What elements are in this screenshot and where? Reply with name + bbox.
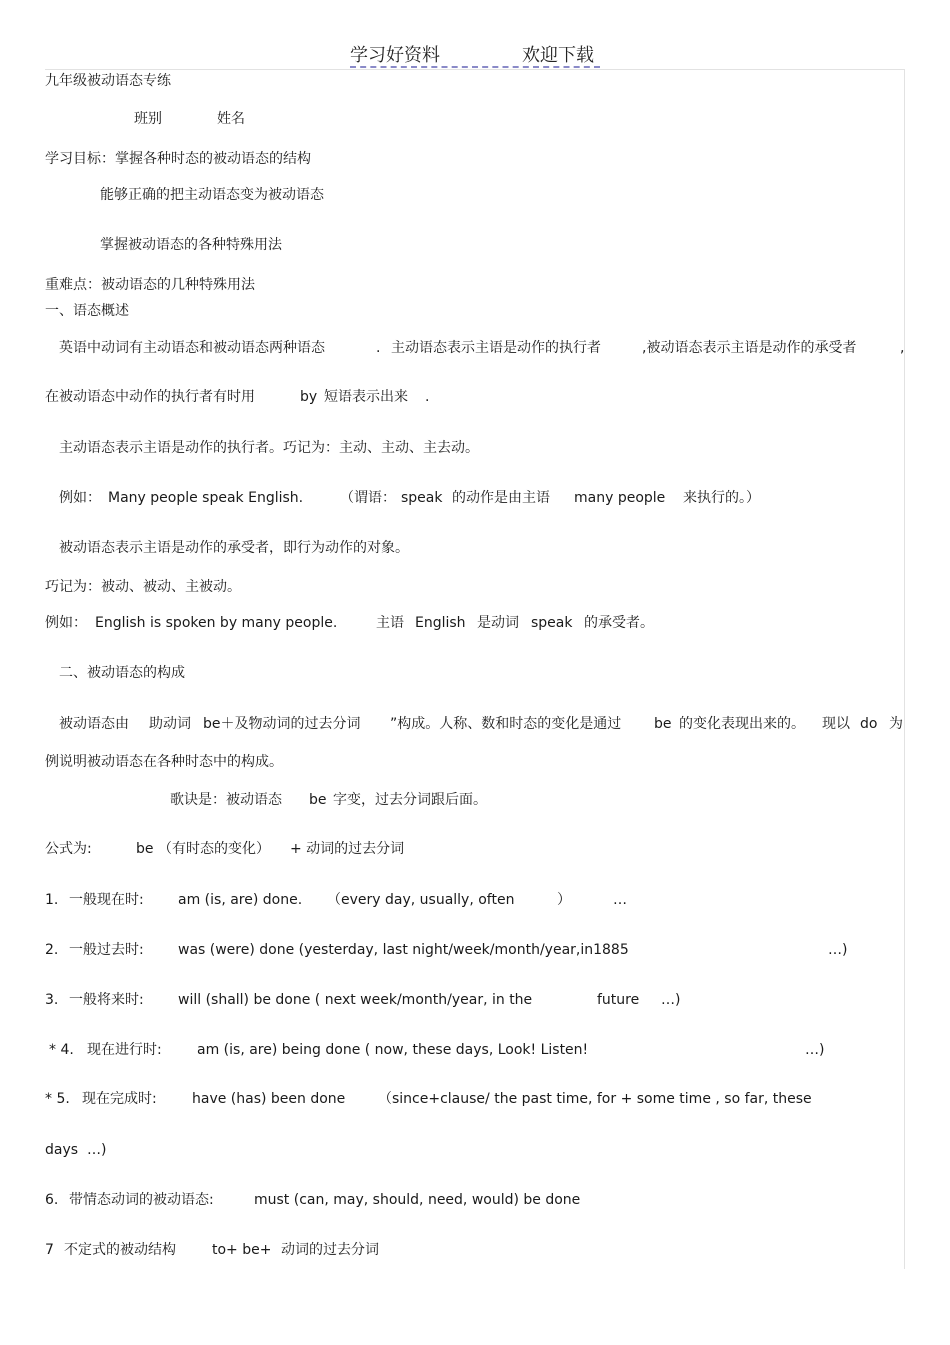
ex1-e: 的动作是由主语 (452, 490, 550, 506)
item-form: was (were) done (yesterday, last night/week/month/year,in1885 (178, 942, 629, 958)
header-right-text: 欢迎下载 (522, 45, 594, 66)
difficulty-line: 重难点：被动语态的几种特殊用法 (45, 277, 255, 293)
tense-item (0, 1241, 900, 1331)
formula-b: be （有时态的变化） (136, 841, 270, 857)
paragraph-4: 例说明被动语态在各种时态中的构成。 (45, 754, 283, 770)
ex1-g: 来执行的。） (683, 490, 760, 506)
paragraph-2 (0, 388, 900, 478)
item-number: * 4. (49, 1042, 74, 1058)
tense-item (0, 1090, 900, 1180)
p3-i: 为 (889, 716, 903, 732)
ex2-g: 的承受者。 (584, 615, 654, 631)
item-form: am (is, are) done. (178, 892, 303, 908)
formula-c: + 动词的过去分词 (290, 841, 405, 857)
p1-text-b: . (376, 340, 381, 356)
ex2-c: 主语 (376, 615, 404, 631)
rhyme-c: 字变，过去分词跟后面。 (333, 792, 487, 808)
p2-text-d: . (425, 389, 430, 405)
learning-goal: 学习目标：掌握各种时态的被动语态的结构 (45, 151, 311, 167)
item-label: 一般现在时: (69, 892, 144, 908)
p3-d: ”构成。人称、数和时态的变化是通过 (390, 716, 622, 732)
item-number: 3. (45, 992, 59, 1008)
section-2-title: 二、被动语态的构成 (59, 665, 185, 681)
item-form: to+ be+ (212, 1242, 272, 1258)
p3-e: be (654, 716, 672, 732)
item-form: have (has) been done (192, 1091, 346, 1107)
item-number: 6. (45, 1192, 59, 1208)
header-left-text: 学习好资料 (350, 45, 440, 66)
learning-goal-3: 掌握被动语态的各种特殊用法 (100, 237, 282, 253)
passive-voice-definition: 被动语态表示主语是动作的承受者，即行为动作的对象。 (59, 540, 409, 556)
item-tail: …) (828, 942, 848, 958)
formula-a: 公式为: (45, 841, 92, 857)
item-extra: future (597, 992, 640, 1008)
item-note: （since+clause/ the past time, for + some time , so far, these (378, 1091, 812, 1107)
item-extra: 动词的过去分词 (281, 1242, 379, 1258)
item-form: am (is, are) being done ( now, these days, Look! Listen! (197, 1042, 589, 1058)
right-border-line (904, 69, 905, 1269)
p1-text-c: 主动语态表示主语是动作的执行者 (391, 340, 601, 356)
ex2-a: 例如： (45, 615, 87, 631)
p2-text-a: 在被动语态中动作的执行者有时用 (45, 389, 255, 405)
item-label: 一般过去时: (69, 942, 144, 958)
p3-g: 现以 (822, 716, 850, 732)
item-form: will (shall) be done ( next week/month/year, in the (178, 992, 533, 1008)
name-label: 姓名 (217, 111, 245, 127)
example-1 (0, 489, 900, 633)
rhyme-a: 歌诀是：被动语态 (170, 792, 282, 808)
item-label: 一般将来时: (69, 992, 144, 1008)
rhyme-b: be (309, 792, 327, 808)
p3-f: 的变化表现出来的。 (679, 716, 805, 732)
item-label: 不定式的被动结构 (64, 1242, 176, 1258)
ex2-d: English (415, 615, 466, 631)
ex2-f: speak (531, 615, 573, 631)
p1-text-a: 英语中动词有主动语态和被动语态两种语态 (59, 340, 325, 356)
item-note: （every day, usually, often (327, 892, 515, 908)
doc-title: 九年级被动语态专练 (45, 73, 171, 89)
ex1-b: Many people speak English. (108, 490, 304, 506)
item-number: 7 (45, 1242, 54, 1258)
p3-a: 被动语态由 (59, 716, 129, 732)
item-number: 1. (45, 892, 59, 908)
p3-c: be＋及物动词的过去分词 (203, 716, 361, 732)
passive-voice-tip: 巧记为：被动、被动、主被动。 (45, 579, 241, 595)
tense-item-continued: days …) (45, 1142, 107, 1158)
ex1-f: many people (574, 490, 666, 506)
item-tail: …) (805, 1042, 825, 1058)
p3-h: do (860, 716, 878, 732)
item-tail: … (613, 892, 627, 908)
section-1-title: 一、语态概述 (45, 303, 129, 319)
item-label: 现在进行时: (87, 1042, 162, 1058)
learning-goal-2: 能够正确的把主动语态变为被动语态 (100, 187, 324, 203)
page-header (350, 40, 600, 68)
p2-text-c: 短语表示出来 (324, 389, 408, 405)
item-label: 现在完成时: (82, 1091, 157, 1107)
ex1-a: 例如： (59, 490, 101, 506)
item-close: ） (557, 892, 571, 908)
ex1-c: （谓语： (340, 490, 396, 506)
item-number: 2. (45, 942, 59, 958)
p2-text-b: by (300, 389, 318, 405)
p1-text-d: ,被动语态表示主语是动作的承受者 (642, 340, 857, 356)
active-voice-definition: 主动语态表示主语是动作的执行者。巧记为：主动、主动、主去动。 (59, 440, 479, 456)
top-border-line (45, 69, 905, 70)
ex2-e: 是动词 (477, 615, 519, 631)
item-form: must (can, may, should, need, would) be done (254, 1192, 581, 1208)
ex1-d: speak (401, 490, 443, 506)
class-label: 班别 (134, 111, 162, 127)
item-label: 带情态动词的被动语态: (69, 1192, 214, 1208)
p3-b: 助动词 (149, 716, 191, 732)
item-number: * 5. (45, 1091, 70, 1107)
item-tail: …) (661, 992, 681, 1008)
p1-text-e: , (900, 340, 905, 356)
ex2-b: English is spoken by many people. (95, 615, 338, 631)
